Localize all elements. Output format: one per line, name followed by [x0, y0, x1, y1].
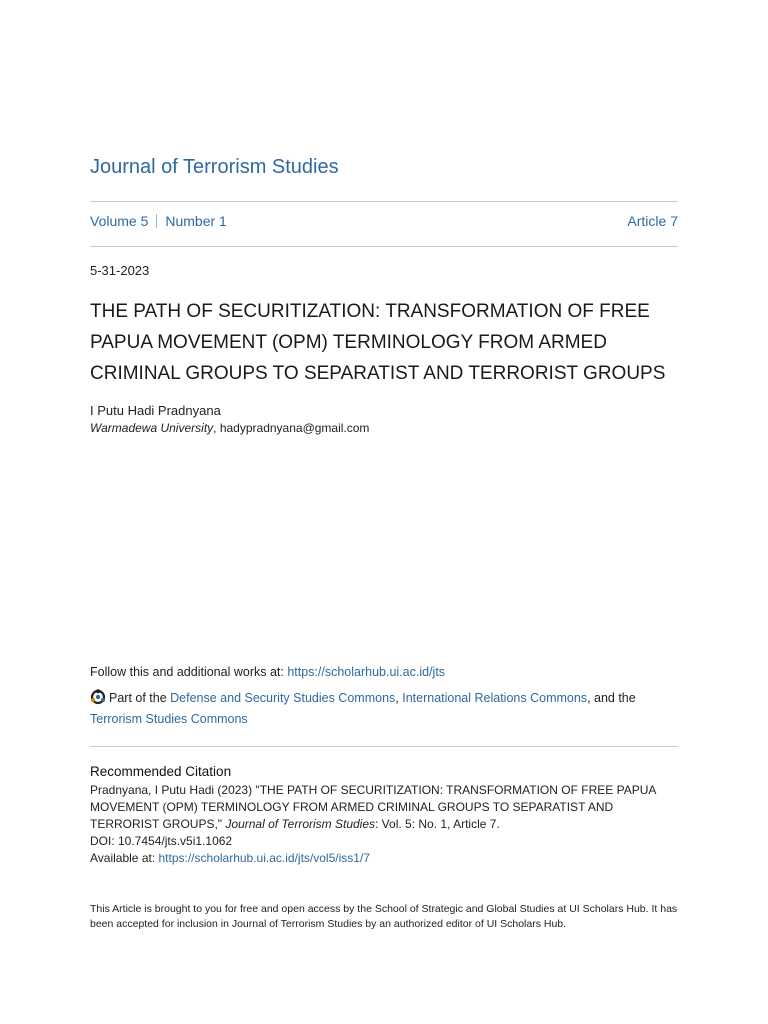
recommended-citation-heading: Recommended Citation	[90, 764, 232, 779]
citation-volume: : Vol. 5: No. 1, Article 7.	[375, 817, 500, 831]
access-statement: This Article is brought to you for free and open access by the School of Strategic and Global Studies at UI Scholars Hub. It has been accepted for inclusion in Journal of Terrorism Studies by an authorized editor of UI Scholars Hub.	[90, 903, 678, 930]
journal-title[interactable]: Journal of Terrorism Studies	[90, 156, 339, 178]
author-email: hadypradnyana@gmail.com	[219, 421, 370, 435]
follow-text: Follow this and additional works at:	[90, 665, 288, 679]
citation-divider	[90, 746, 678, 747]
available-at-link[interactable]: https://scholarhub.ui.ac.id/jts/vol5/iss1/7	[158, 851, 370, 865]
publication-date: 5-31-2023	[90, 263, 150, 278]
number-link[interactable]: Number 1	[165, 213, 227, 229]
part-of-commons	[90, 688, 678, 730]
volume-link[interactable]: Volume 5	[90, 213, 149, 229]
affiliation-separator: ,	[213, 421, 220, 435]
part-of-prefix: Part of the	[109, 691, 171, 705]
issue-divider	[90, 246, 678, 247]
commons-link-international-relations[interactable]: International Relations Commons	[402, 691, 588, 705]
commons-link-terrorism-studies[interactable]: Terrorism Studies Commons	[90, 712, 248, 726]
issue-separator	[156, 214, 157, 228]
citation-doi: DOI: 10.7454/jts.v5i1.1062	[90, 834, 233, 848]
follow-url-link[interactable]: https://scholarhub.ui.ac.id/jts	[287, 665, 446, 679]
commons-separator-2: , and the	[587, 691, 636, 705]
available-at-label: Available at:	[90, 851, 159, 865]
commons-link-defense[interactable]: Defense and Security Studies Commons	[170, 691, 396, 705]
recommended-citation-body	[90, 782, 678, 867]
citation-journal: Journal of Terrorism Studies	[225, 817, 376, 831]
top-divider	[90, 201, 678, 202]
commons-separator-1: ,	[395, 691, 403, 705]
commons-network-icon	[90, 689, 106, 705]
journal-title-link[interactable]	[90, 156, 339, 179]
author-affiliation: Warmadewa University	[90, 421, 214, 435]
article-link[interactable]: Article 7	[627, 213, 678, 229]
follow-line	[90, 665, 445, 679]
article-title: THE PATH OF SECURITIZATION: TRANSFORMATION OF FREE PAPUA MOVEMENT (OPM) TERMINOLOGY FROM ARMED CRIMINAL GROUPS TO SEPARATIST AND TERRORIST GROUPS	[90, 301, 666, 384]
author-affiliation-line	[90, 421, 369, 435]
author-name: I Putu Hadi Pradnyana	[90, 403, 221, 418]
citation-text: Pradnyana, I Putu Hadi (2023) "THE PATH OF SECURITIZATION: TRANSFORMATION OF FREE PAPUA MOVEMENT (OPM) TERMINOLOGY FROM ARMED CRIMINAL GROUPS TO SEPARATIST AND TERRORIST GROUPS,"	[90, 783, 656, 831]
issue-info-row	[90, 213, 678, 229]
